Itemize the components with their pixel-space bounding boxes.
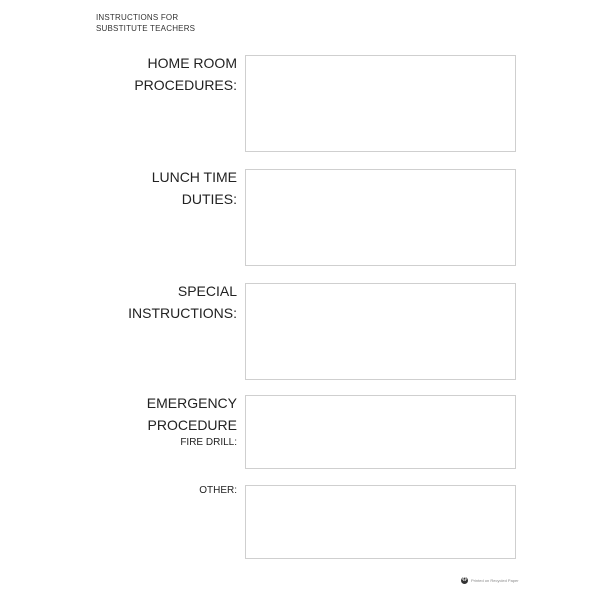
- special-label-line-1: SPECIAL: [177, 283, 237, 299]
- lunch-time-label-line-1: LUNCH TIME: [151, 169, 237, 185]
- emergency-procedure-label: [147, 392, 237, 450]
- other-label: [199, 484, 237, 498]
- home-room-procedures-box[interactable]: [245, 55, 516, 152]
- recycle-icon: ♻: [461, 577, 468, 583]
- lunch-time-label: [152, 166, 237, 210]
- home-room-label-line-1: HOME ROOM: [147, 55, 237, 71]
- special-instructions-label: [128, 280, 237, 324]
- other-label-line-1: OTHER:: [199, 485, 237, 496]
- lunch-time-duties-box[interactable]: [245, 169, 516, 266]
- special-label-line-2: INSTRUCTIONS:: [128, 305, 237, 321]
- emergency-label-line-2: PROCEDURE: [147, 417, 237, 433]
- recycled-paper-note: [461, 577, 519, 584]
- page-header: [96, 12, 195, 34]
- home-room-label-line-2: PROCEDURES:: [134, 77, 237, 93]
- lunch-time-label-line-2: DUTIES:: [181, 191, 237, 207]
- recycled-paper-text: Printed on Recycled Paper: [471, 578, 519, 583]
- emergency-procedure-box[interactable]: [245, 395, 516, 469]
- home-room-label: [134, 52, 237, 96]
- header-line-1: INSTRUCTIONS FOR: [96, 13, 179, 22]
- other-box[interactable]: [245, 485, 516, 559]
- header-line-2: SUBSTITUTE TEACHERS: [96, 24, 196, 33]
- emergency-label-line-3: FIRE DRILL:: [180, 437, 237, 448]
- special-instructions-box[interactable]: [245, 283, 516, 380]
- emergency-label-line-1: EMERGENCY: [146, 395, 237, 411]
